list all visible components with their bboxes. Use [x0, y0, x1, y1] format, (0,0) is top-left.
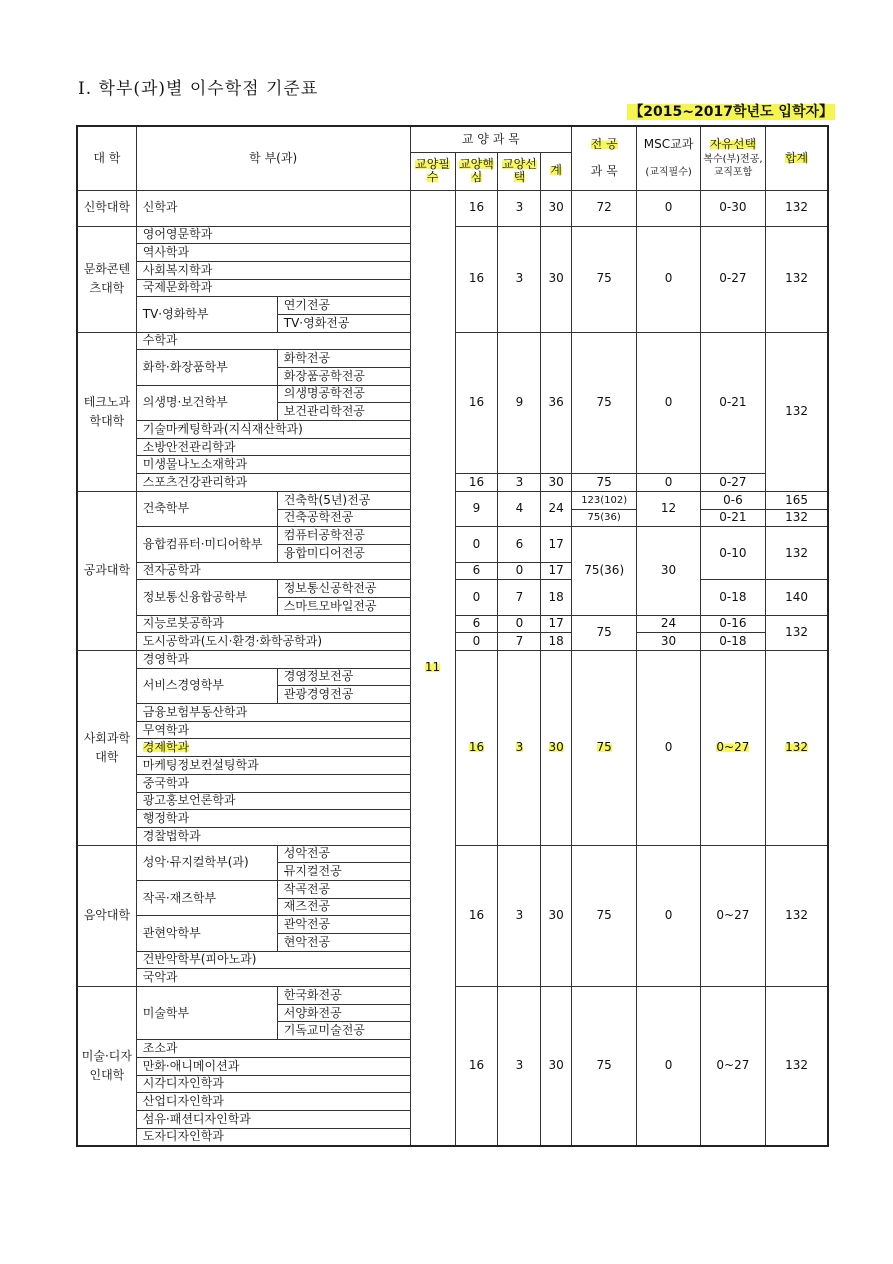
dept-name: 금융보험부동산학과	[136, 704, 410, 722]
major-value: 75	[571, 845, 636, 987]
lib-elec-value: 3	[498, 226, 541, 332]
major-name: 재즈전공	[277, 898, 410, 916]
header-major: 전 공 과 목	[571, 126, 636, 190]
dept-name: 건반악학부(피아노과)	[136, 951, 410, 969]
lib-core-value: 0	[455, 633, 498, 651]
lib-elec-value: 7	[498, 633, 541, 651]
free-value: 0~27	[700, 987, 765, 1146]
header-total: 합계	[766, 126, 828, 190]
major-name: 현악전공	[277, 934, 410, 952]
msc-value: 30	[637, 527, 700, 615]
college-engineering: 공과대학	[77, 491, 136, 650]
lib-core-value: 0	[455, 527, 498, 562]
lib-core-value: 9	[455, 491, 498, 526]
major-value: 75	[571, 474, 636, 492]
header-college: 대 학	[77, 126, 136, 190]
header-lib-req: 교양필수	[410, 152, 455, 190]
msc-value: 0	[637, 190, 700, 226]
total-value: 132	[766, 527, 828, 580]
lib-elec-value: 0	[498, 562, 541, 580]
lib-core-value: 16	[455, 474, 498, 492]
major-name: 성악전공	[277, 845, 410, 863]
lib-core-value: 16	[455, 332, 498, 474]
major-name: 정보통신공학전공	[277, 580, 410, 598]
dept-name: 서비스경영학부	[136, 668, 277, 703]
major-value: 75	[571, 651, 636, 846]
major-value: 75(36)	[571, 509, 636, 527]
total-value: 132	[766, 987, 828, 1146]
major-name: 건축학(5년)전공	[277, 491, 410, 509]
free-value: 0-21	[700, 332, 765, 474]
total-value: 132	[766, 226, 828, 332]
lib-elec-value: 3	[498, 987, 541, 1146]
major-name: 한국화전공	[277, 987, 410, 1005]
dept-theology: 신학과	[136, 190, 410, 226]
dept-name: 사회복지학과	[136, 261, 410, 279]
dept-name: 지능로봇공학과	[136, 615, 410, 633]
lib-core-value: 6	[455, 562, 498, 580]
lib-core-value: 16	[455, 226, 498, 332]
lib-req-all: 11	[410, 190, 455, 1146]
dept-name: 정보통신융합공학부	[136, 580, 277, 615]
free-value: 0-16	[700, 615, 765, 633]
lib-core-value: 16	[455, 987, 498, 1146]
total-value: 132	[766, 651, 828, 846]
lib-elec-value: 3	[498, 845, 541, 987]
msc-value: 0	[637, 651, 700, 846]
college-art: 미술·디자인대학	[77, 987, 136, 1146]
dept-name: 미술학부	[136, 987, 277, 1040]
total-value: 132	[766, 615, 828, 650]
lib-sum-value: 18	[541, 633, 572, 651]
msc-value: 0	[637, 332, 700, 474]
dept-name: 소방안전관리학과	[136, 438, 410, 456]
dept-name: 도자디자인학과	[136, 1128, 410, 1146]
lib-sum-value: 18	[541, 580, 572, 615]
major-name: 스마트모바일전공	[277, 597, 410, 615]
major-name: 작곡전공	[277, 880, 410, 898]
lib-core-value: 6	[455, 615, 498, 633]
college-social: 사회과학대학	[77, 651, 136, 846]
dept-name: 행정학과	[136, 810, 410, 828]
lib-elec-value: 3	[498, 474, 541, 492]
major-name: 컴퓨터공학전공	[277, 527, 410, 545]
major-name: 연기전공	[277, 297, 410, 315]
dept-name: 전자공학과	[136, 562, 410, 580]
period-label: 【2015~2017학년도 입학자】	[629, 104, 833, 120]
free-value: 0-21	[700, 509, 765, 527]
lib-core-value: 16	[455, 845, 498, 987]
lib-core-value: 16	[455, 651, 498, 846]
major-value: 75(36)	[571, 527, 636, 615]
dept-name: 스포츠건강관리학과	[136, 474, 410, 492]
major-name: 화장품공학전공	[277, 368, 410, 386]
msc-value: 0	[637, 226, 700, 332]
total-value: 132	[766, 332, 828, 491]
dept-name: 국악과	[136, 969, 410, 987]
lib-elec-value: 7	[498, 580, 541, 615]
college-techno: 테크노과학대학	[77, 332, 136, 491]
major-name: 융합미디어전공	[277, 544, 410, 562]
dept-name: 의생명·보건학부	[136, 385, 277, 420]
free-value: 0-18	[700, 633, 765, 651]
header-liberal: 교 양 과 목	[410, 126, 571, 152]
dept-name: 화학·화장품학부	[136, 350, 277, 385]
header-lib-core: 교양핵심	[455, 152, 498, 190]
lib-core-value: 16	[455, 190, 498, 226]
major-value: 75	[571, 332, 636, 474]
page-title: Ⅰ. 학부(과)별 이수학점 기준표	[78, 79, 319, 99]
dept-name: 기술마케팅학과(지식재산학과)	[136, 421, 410, 439]
dept-name: 성악·뮤지컬학부(과)	[136, 845, 277, 880]
dept-name: 작곡·재즈학부	[136, 880, 277, 915]
lib-sum-value: 17	[541, 562, 572, 580]
major-name: 건축공학전공	[277, 509, 410, 527]
free-value: 0-27	[700, 474, 765, 492]
msc-value: 30	[637, 633, 700, 651]
major-value: 72	[571, 190, 636, 226]
dept-name: 경영학과	[136, 651, 410, 669]
lib-sum-value: 30	[541, 987, 572, 1146]
dept-name: 만화·애니메이션과	[136, 1057, 410, 1075]
free-value: 0~27	[700, 845, 765, 987]
dept-name: 관현악학부	[136, 916, 277, 951]
dept-name: 무역학과	[136, 721, 410, 739]
header-dept: 학 부(과)	[136, 126, 410, 190]
dept-name: 산업디자인학과	[136, 1093, 410, 1111]
dept-name: 시각디자인학과	[136, 1075, 410, 1093]
free-value: 0-27	[700, 226, 765, 332]
dept-name: 건축학부	[136, 491, 277, 526]
lib-elec-value: 9	[498, 332, 541, 474]
dept-name: 경찰법학과	[136, 827, 410, 845]
lib-sum-value: 17	[541, 615, 572, 633]
dept-economics: 경제학과	[136, 739, 410, 757]
major-value: 75	[571, 615, 636, 650]
lib-elec-value: 4	[498, 491, 541, 526]
major-name: 관광경영전공	[277, 686, 410, 704]
total-value: 132	[766, 190, 828, 226]
major-name: 경영정보전공	[277, 668, 410, 686]
total-value: 132	[766, 845, 828, 987]
dept-name: 섬유·패션디자인학과	[136, 1110, 410, 1128]
dept-name: 수학과	[136, 332, 410, 350]
lib-elec-value: 6	[498, 527, 541, 562]
lib-sum-value: 24	[541, 491, 572, 526]
dept-name: 융합컴퓨터·미디어학부	[136, 527, 277, 562]
major-name: 의생명공학전공	[277, 385, 410, 403]
credit-table	[76, 125, 829, 1147]
lib-sum-value: 36	[541, 332, 572, 474]
total-value: 132	[766, 509, 828, 527]
major-name: 보건관리학전공	[277, 403, 410, 421]
major-name: 기독교미술전공	[277, 1022, 410, 1040]
major-name: 서양화전공	[277, 1004, 410, 1022]
college-culture: 문화콘텐츠대학	[77, 226, 136, 332]
college-music: 음악대학	[77, 845, 136, 987]
header-free: 자유선택 복수(부)전공, 교직포함	[700, 126, 765, 190]
dept-name: 역사학과	[136, 244, 410, 262]
major-name: 화학전공	[277, 350, 410, 368]
lib-sum-value: 30	[541, 190, 572, 226]
msc-value: 0	[637, 845, 700, 987]
total-value: 165	[766, 491, 828, 509]
lib-core-value: 0	[455, 580, 498, 615]
dept-name: TV·영화학부	[136, 297, 277, 332]
msc-value: 0	[637, 987, 700, 1146]
lib-elec-value: 3	[498, 190, 541, 226]
lib-sum-value: 30	[541, 651, 572, 846]
msc-value: 0	[637, 474, 700, 492]
dept-name: 도시공학과(도시·환경·화학공학과)	[136, 633, 410, 651]
lib-sum-value: 30	[541, 845, 572, 987]
major-value: 75	[571, 226, 636, 332]
dept-name: 미생물나노소재학과	[136, 456, 410, 474]
msc-value: 24	[637, 615, 700, 633]
major-name: 관악전공	[277, 916, 410, 934]
header-lib-sum: 계	[541, 152, 572, 190]
dept-name: 국제문화학과	[136, 279, 410, 297]
free-value: 0~27	[700, 651, 765, 846]
free-value: 0-6	[700, 491, 765, 509]
dept-name: 광고홍보언론학과	[136, 792, 410, 810]
header-lib-elec: 교양선택	[498, 152, 541, 190]
major-name: 뮤지컬전공	[277, 863, 410, 881]
dept-name: 조소과	[136, 1040, 410, 1058]
college-theology: 신학대학	[77, 190, 136, 226]
msc-value: 12	[637, 491, 700, 526]
dept-name: 마케팅정보컨설팅학과	[136, 757, 410, 775]
major-name: TV·영화전공	[277, 314, 410, 332]
header-msc: MSC교과 (교직필수)	[637, 126, 700, 190]
lib-elec-value: 0	[498, 615, 541, 633]
lib-sum-value: 30	[541, 474, 572, 492]
dept-name: 중국학과	[136, 774, 410, 792]
free-value: 0-10	[700, 527, 765, 580]
dept-name: 영어영문학과	[136, 226, 410, 244]
major-value: 123(102)	[571, 491, 636, 509]
lib-sum-value: 17	[541, 527, 572, 562]
lib-sum-value: 30	[541, 226, 572, 332]
total-value: 140	[766, 580, 828, 615]
free-value: 0-30	[700, 190, 765, 226]
major-value: 75	[571, 987, 636, 1146]
lib-elec-value: 3	[498, 651, 541, 846]
free-value: 0-18	[700, 580, 765, 615]
